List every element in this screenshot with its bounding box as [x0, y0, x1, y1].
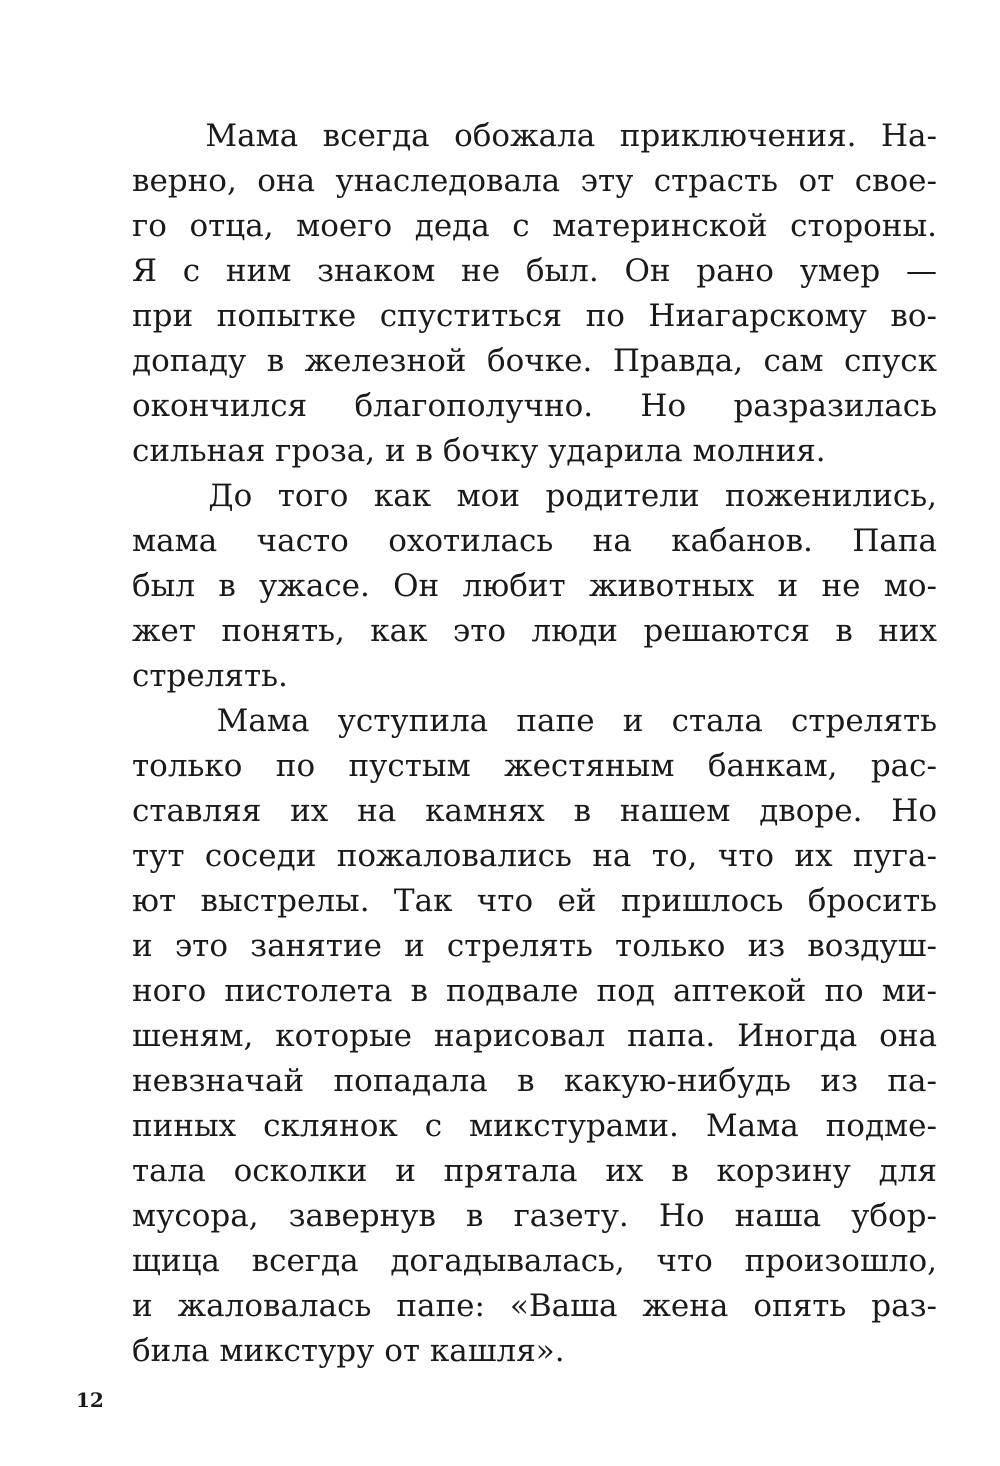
text-line: верно, она унаследовала эту страсть от свое- [132, 163, 937, 199]
text-line: невзначай попадала в какую-нибудь из па- [132, 1063, 937, 1099]
text-line: ного пистолета в подвале под аптекой по ми- [132, 973, 937, 1009]
text-line: До того как мои родители поженились, [132, 478, 937, 514]
body-text [132, 114, 937, 1374]
text-line: был в ужасе. Он любит животных и не мо- [132, 568, 937, 604]
text-line: Мама всегда обожала приключения. На- [132, 118, 937, 154]
text-line: Мама уступила папе и стала стрелять [132, 703, 937, 739]
text-line: окончился благополучно. Но разразилась [132, 388, 937, 424]
text-line: тут соседи пожаловались на то, что их пуга- [132, 838, 937, 874]
text-line: допаду в железной бочке. Правда, сам спуск [132, 343, 937, 379]
text-line: ют выстрелы. Так что ей пришлось бросить [132, 883, 937, 919]
text-line: и это занятие и стрелять только из воздуш- [132, 928, 937, 964]
text-line: при попытке спуститься по Ниагарскому во- [132, 298, 937, 334]
text-line: пиных склянок с микстурами. Мама подме- [132, 1108, 937, 1144]
text-line: Я с ним знаком не был. Он рано умер — [132, 253, 937, 289]
text-line: тала осколки и прятала их в корзину для [132, 1153, 937, 1189]
text-line: мусора, завернув в газету. Но наша убор- [132, 1198, 937, 1234]
text-line: и жаловалась папе: «Ваша жена опять раз- [132, 1288, 937, 1324]
text-line: ставляя их на камнях в нашем дворе. Но [132, 793, 937, 829]
text-line: шеням, которые нарисовал папа. Иногда она [132, 1018, 937, 1054]
text-line: только по пустым жестяным банкам, рас- [132, 748, 937, 784]
text-line: щица всегда догадывалась, что произошло, [132, 1243, 937, 1279]
text-line: мама часто охотилась на кабанов. Папа [132, 523, 937, 559]
text-line: била микстуру от кашля». [132, 1333, 565, 1369]
page-number: 12 [76, 1388, 104, 1412]
text-line: го отца, моего деда с материнской стороны. [132, 208, 937, 244]
text-line: стрелять. [132, 658, 288, 694]
text-line: жет понять, как это люди решаются в них [132, 613, 937, 649]
text-line: сильная гроза, и в бочку ударила молния. [132, 433, 826, 469]
